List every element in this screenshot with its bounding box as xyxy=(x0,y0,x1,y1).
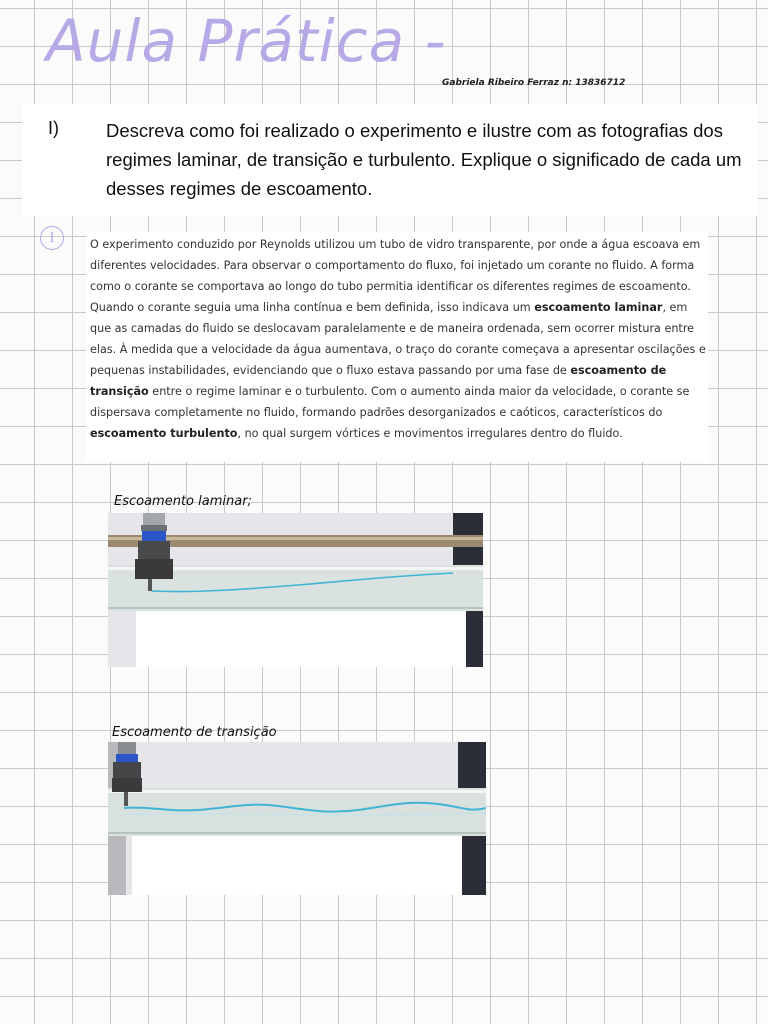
question-number: I) xyxy=(48,118,59,138)
answer-text xyxy=(90,234,706,444)
page-title: Aula Prática - xyxy=(46,7,447,75)
term-transition: escoamento de transição xyxy=(90,364,667,398)
laminar-caption: Escoamento laminar; xyxy=(114,494,252,509)
transition-flow-photo xyxy=(108,742,486,895)
term-turbulent: escoamento turbulento xyxy=(90,427,238,440)
answer-segment: entre o regime laminar e o turbulento. Com o aumento ainda maior da velocidade, o corante se dispersava completamente no fluido, formando padrões desorganizados e caóticos, característicos do xyxy=(90,385,690,419)
answer-segment: , no qual surgem vórtices e movimentos irregulares dentro do fluido. xyxy=(237,427,623,440)
answer-segment: O experimento conduzido por Reynolds utilizou um tubo de vidro transparente, por onde a água escoava em diferentes velocidades. Para observar o comportamento do fluxo, foi injetado um corante no fluido. A forma como o corante se comportava ao longo do tubo permitia identificar os diferentes regimes de escoamento. Quando o corante seguia uma linha contínua e bem definida, isso indicava um xyxy=(90,238,701,314)
student-name: Gabriela Ribeiro Ferraz n: 13836712 xyxy=(442,78,626,88)
question-text: Descreva como foi realizado o experimento e ilustre com as fotografias dos regimes laminar, de transição e turbulento. Explique o significado de cada um desses regimes de escoamento. xyxy=(106,120,742,199)
transition-caption: Escoamento de transição xyxy=(112,725,277,740)
answer-marker: I xyxy=(40,226,64,250)
term-laminar: escoamento laminar xyxy=(534,301,663,314)
laminar-flow-photo xyxy=(108,513,483,667)
answer-segment: , em que as camadas do fluido se deslocavam paralelamente e de maneira ordenada, sem ocorrer mistura entre elas. À medida que a velocidade da água aumentava, o traço do corante começava a apresentar oscilações e pequenas instabilidades, evidenciando que o fluxo estava passando por uma fase de xyxy=(90,301,706,377)
